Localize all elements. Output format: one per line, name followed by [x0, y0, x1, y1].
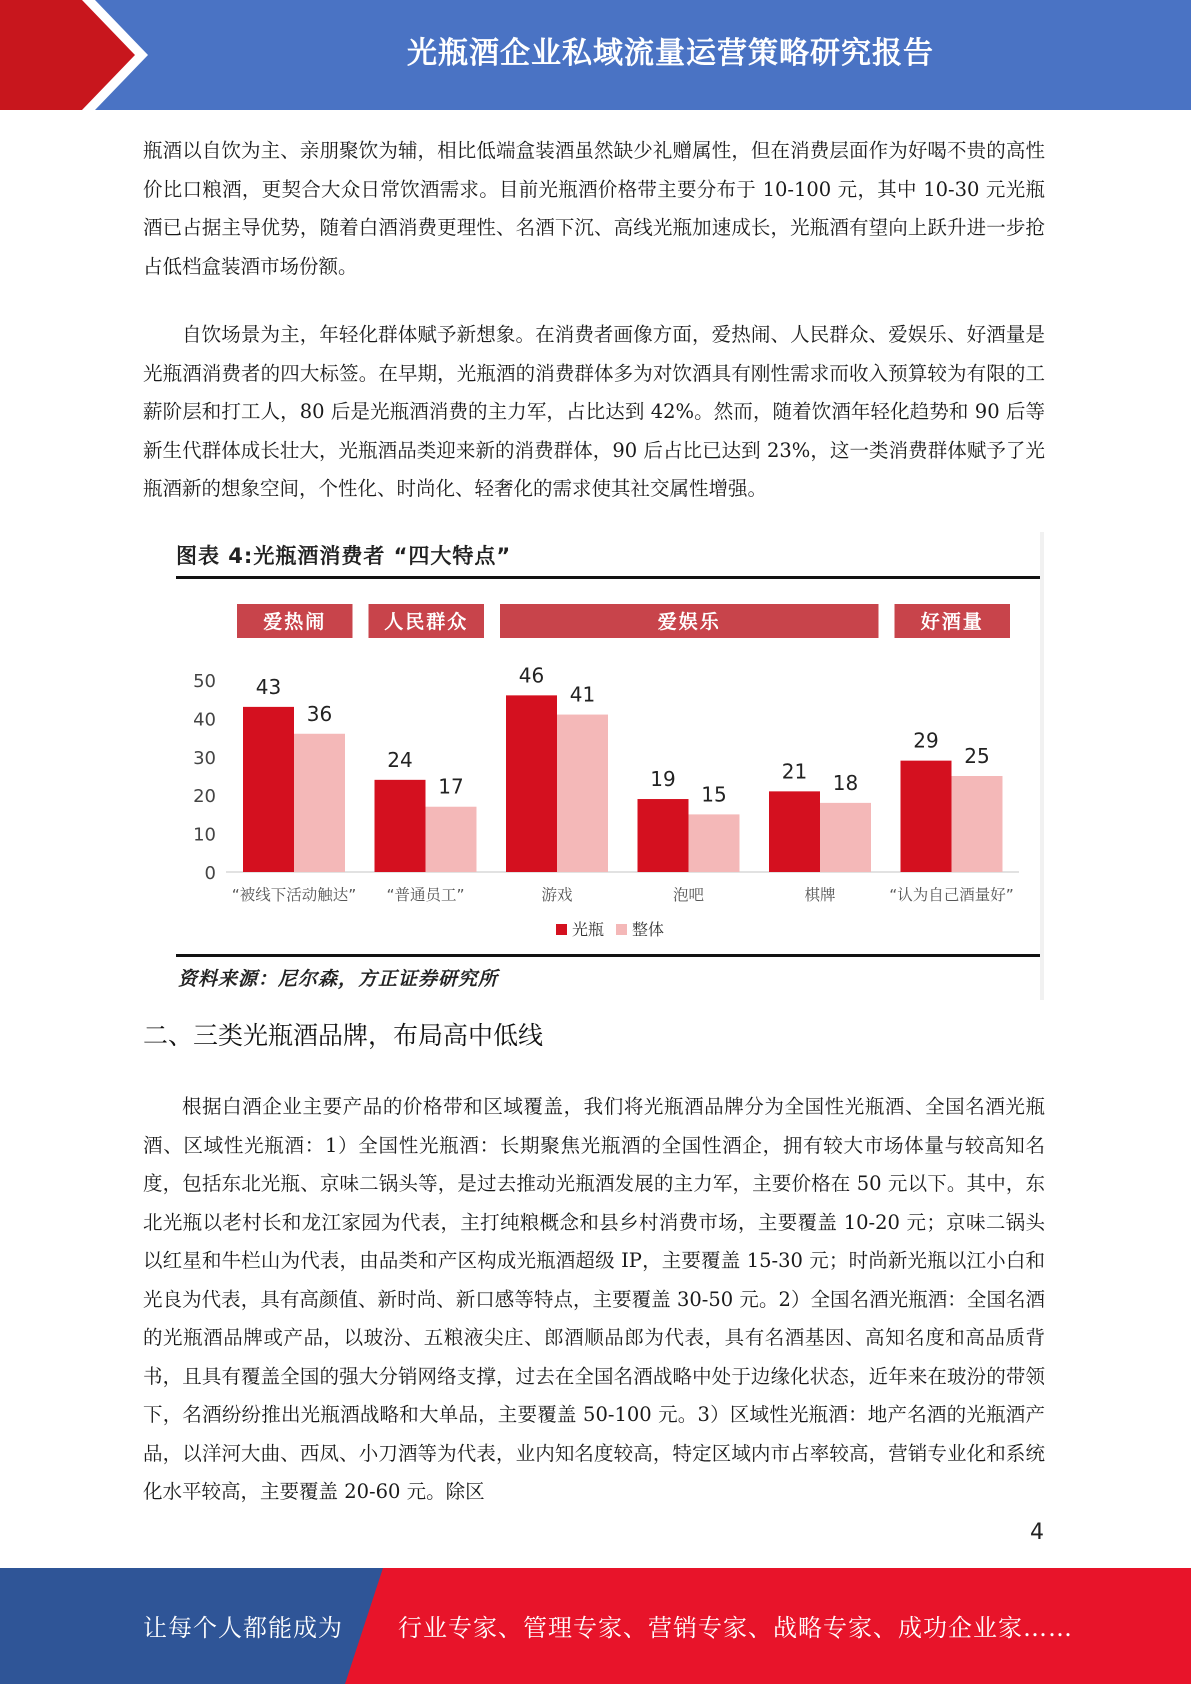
group-label: 好酒量	[920, 611, 984, 633]
figure-source: 资料来源：尼尔森，方正证券研究所	[178, 968, 499, 990]
data-label: 19	[650, 767, 676, 792]
group-label: 爱热闹	[263, 611, 327, 633]
section-paragraph: 根据白酒企业主要产品的价格带和区域覆盖，我们将光瓶酒品牌分为全国性光瓶酒、全国名酒光瓶酒、区域性光瓶酒：1）全国性光瓶酒：长期聚焦光瓶酒的全国性酒企，拥有较大市场体量与较高知名度，包括东北光瓶、京味二锅头等，是过去推动光瓶酒发展的主力军，主要价格在 50 元以下。其中，东北光瓶以老村长和龙江家园为代表，主打纯粮概念和县乡村消费市场，主要覆盖 10-20 元；京味二锅头以红星和牛栏山为代表，由品类和产区构成光瓶酒超级 IP，主要覆盖 15-30 元；时尚新光瓶以江小白和光良为代表，具有高颜值、新时尚、新口感等特点，主要覆盖 30-50 元。2）全国名酒光瓶酒：全国名酒的光瓶酒品牌或产品，以玻汾、五粮液尖庄、郎酒顺品郎为代表，具有名酒基因、高知名度和高品质背书，且具有覆盖全国的强大分销网络支撑，过去在全国名酒战略中处于边缘化状态，近年来在玻汾的带领下，名酒纷纷推出光瓶酒战略和大单品，主要覆盖 50-100 元。3）区域性光瓶酒：地产名酒的光瓶酒产品，以洋河大曲、西凤、小刀酒等为代表，业内知名度较高，特定区域内市占率较高，营销专业化和系统化水平较高，主要覆盖 20-60 元。除区	[143, 1095, 1045, 1503]
data-label: 18	[832, 770, 859, 795]
bar-guangping	[375, 780, 426, 872]
legend-label: 整体	[632, 920, 665, 939]
bar-guangping	[901, 761, 952, 872]
report-title: 光瓶酒企业私域流量运营策略研究报告	[407, 36, 934, 71]
y-tick-label: 0	[204, 863, 216, 884]
legend-swatch	[556, 924, 567, 935]
data-label: 36	[306, 701, 333, 726]
bar-guangping	[243, 707, 294, 872]
legend-swatch	[616, 924, 627, 935]
bar-guangping	[638, 799, 689, 872]
page-number: 4	[1030, 1520, 1044, 1545]
figure-title: 图表 4:光瓶酒消费者 “四大特点”	[176, 544, 512, 568]
x-tick-label: 游戏	[541, 886, 573, 904]
bar-guangping	[506, 695, 557, 872]
data-label: 24	[387, 747, 413, 772]
page-footer	[0, 1568, 1191, 1684]
y-tick-label: 50	[193, 671, 216, 692]
bar-chart	[176, 532, 1040, 952]
data-label: 25	[964, 744, 990, 768]
data-label: 17	[438, 774, 464, 799]
legend-label: 光瓶	[572, 920, 605, 939]
data-label: 29	[913, 728, 939, 753]
page-header	[0, 0, 1191, 110]
footer-slogan-left: 让每个人都能成为	[143, 1614, 343, 1642]
y-tick-label: 10	[193, 824, 216, 846]
bar-guangping	[769, 791, 820, 872]
footer-slogan-right: 行业专家、管理专家、营销专家、战略专家、成功企业家……	[398, 1614, 1073, 1642]
group-label: 爱娱乐	[657, 611, 721, 633]
figure-consumer-traits	[176, 532, 1040, 1000]
figure-edge	[1040, 532, 1044, 1000]
bar-overall	[294, 734, 345, 872]
bar-overall	[952, 776, 1003, 872]
body-paragraph-2: 自饮场景为主，年轻化群体赋予新想象。在消费者画像方面，爱热闹、人民群众、爱娱乐、好酒量是光瓶酒消费者的四大标签。在早期，光瓶酒的消费群体多为对饮酒具有刚性需求而收入预算较为有限的工薪阶层和打工人，80 后是光瓶酒消费的主力军，占比达到 42%。然而，随着饮酒年轻化趋势和 90 后等新生代群体成长壮大，光瓶酒品类迎来新的消费群体，90 后占比已达到 23%，这一类消费群体赋予了光瓶酒新的想象空间，个性化、时尚化、轻奢化的需求使其社交属性增强。	[143, 323, 1045, 500]
data-label: 21	[781, 759, 808, 784]
data-label: 15	[701, 782, 727, 807]
bar-overall	[557, 715, 608, 872]
bar-overall	[689, 814, 740, 872]
y-tick-label: 20	[193, 786, 216, 808]
figure-bottom-rule	[176, 954, 1040, 957]
body-paragraph-1: 瓶酒以自饮为主、亲朋聚饮为辅，相比低端盒装酒虽然缺少礼赠属性，但在消费层面作为好喝不贵的高性价比口粮酒，更契合大众日常饮酒需求。目前光瓶酒价格带主要分布于 10-100 元，其中 10-30 元光瓶酒已占据主导优势，随着白酒消费更理性、名酒下沉、高线光瓶加速成长，光瓶酒有望向上跃升进一步抢占低档盒装酒市场份额。	[143, 139, 1045, 278]
x-tick-label: “普通员工”	[386, 886, 465, 904]
y-tick-label: 40	[193, 709, 216, 731]
data-label: 41	[569, 682, 596, 707]
bar-overall	[426, 807, 477, 872]
x-tick-label: “认为自己酒量好”	[889, 886, 1014, 904]
x-tick-label: “被线下活动触达”	[231, 886, 357, 904]
data-label: 43	[255, 674, 282, 699]
data-label: 46	[518, 663, 545, 688]
bar-overall	[820, 803, 871, 872]
y-tick-label: 30	[193, 747, 216, 769]
section-heading: 二、三类光瓶酒品牌，布局高中低线	[143, 1021, 544, 1050]
group-label: 人民群众	[384, 611, 469, 633]
x-tick-label: 棋牌	[804, 886, 836, 904]
x-tick-label: 泡吧	[672, 886, 705, 904]
